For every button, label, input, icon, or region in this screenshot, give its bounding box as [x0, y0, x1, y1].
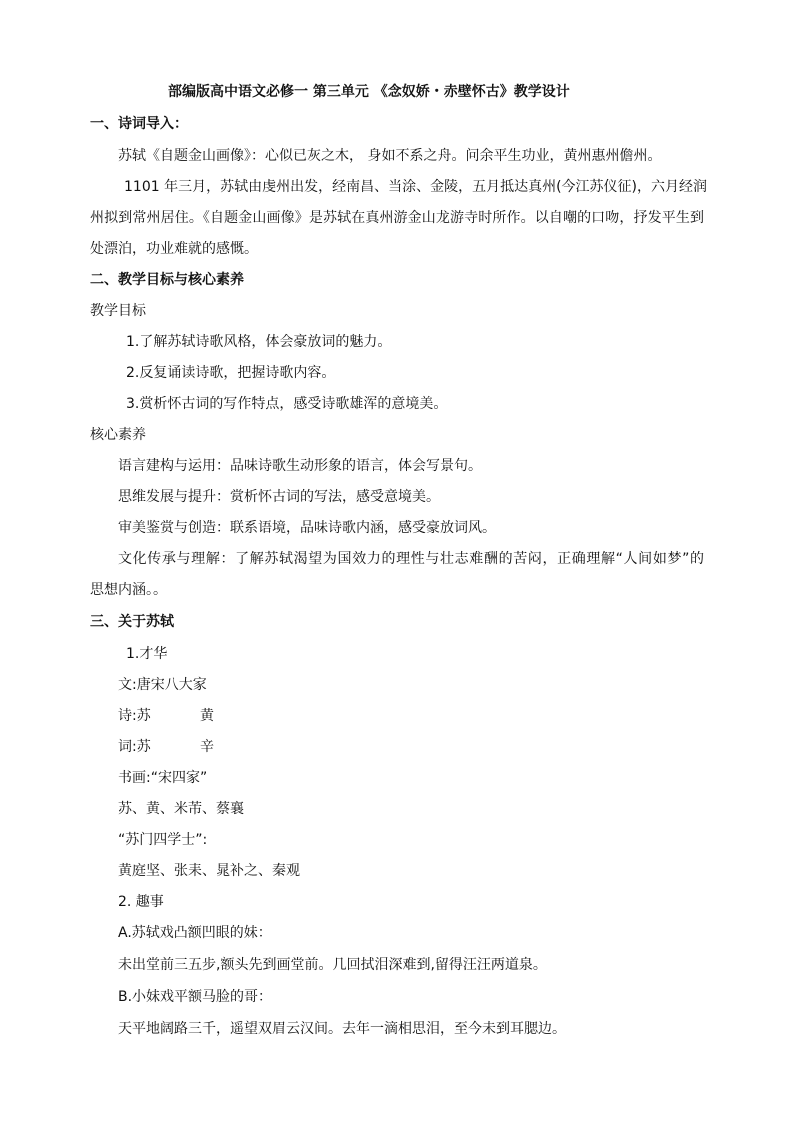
- four-masters-line: 苏、黄、米芾、蔡襄: [118, 801, 244, 817]
- talent-label: 1.才华: [126, 646, 168, 662]
- fun-label: 2. 趣事: [118, 894, 164, 910]
- story-b-label: B.小妹戏平额马脸的哥：: [118, 989, 273, 1005]
- shi-partner: 黄: [200, 708, 214, 724]
- literacy-item: 思维发展与提升：赏析怀古词的写法，感受意境美。: [118, 489, 440, 505]
- wen-line: 文:唐宋八大家: [118, 677, 207, 693]
- intro-paragraph-line-1: 1101 年三月，苏轼由虔州出发，经南昌、当涂、金陵，五月抵达真州(今江苏仪征)，六月经润: [124, 179, 708, 195]
- scholars-line: 黄庭坚、张耒、晁补之、秦观: [118, 863, 300, 879]
- shi-label: 诗:苏: [118, 708, 151, 724]
- goal-item: 2.反复诵读诗歌，把握诗歌内容。: [126, 365, 336, 381]
- story-b-text: 天平地阔路三千，遥望双眉云汉间。去年一滴相思泪，至今未到耳腮边。: [118, 1021, 566, 1037]
- intro-paragraph-line-3: 处漂泊，功业难就的感慨。: [90, 241, 258, 257]
- ci-label: 词:苏: [118, 739, 151, 755]
- literacy-item: 审美鉴赏与创造：联系语境，品味诗歌内涵，感受豪放词风。: [118, 520, 496, 536]
- goals-label: 教学目标: [90, 303, 146, 319]
- section-heading-intro: 一、诗词导入：: [90, 116, 188, 132]
- literacy-culture-line-1: 文化传承与理解：了解苏轼渴望为国效力的理性与壮志难酬的苦闷，正确理解“人间如梦”的: [118, 551, 704, 567]
- intro-quote: 苏轼《自题金山画像》：心似已灰之木， 身如不系之舟。问余平生功业，黄州惠州儋州。: [118, 148, 662, 164]
- literacy-culture-line-2: 思想内涵。。: [90, 582, 167, 598]
- story-a-text: 未出堂前三五步,额头先到画堂前。几回拭泪深难到,留得汪汪两道泉。: [118, 957, 547, 973]
- goal-item: 3.赏析怀古词的写作特点，感受诗歌雄浑的意境美。: [126, 396, 448, 412]
- shuhua-line: 书画:“宋四家”: [118, 770, 208, 786]
- scholars-label: “苏门四学士”:: [118, 832, 208, 848]
- intro-paragraph-line-2: 州拟到常州居住。《自题金山画像》是苏轼在真州游金山龙游寺时所作。以自嘲的口吻，抒发平生到: [90, 210, 704, 226]
- story-a-label: A.苏轼戏凸额凹眼的妹：: [118, 925, 272, 941]
- ci-partner: 辛: [200, 739, 214, 755]
- goal-item: 1.了解苏轼诗歌风格，体会豪放词的魅力。: [126, 334, 392, 350]
- document-title: 部编版高中语文必修一 第三单元 《念奴娇・赤壁怀古》教学设计: [168, 84, 570, 100]
- literacy-item: 语言建构与运用：品味诗歌生动形象的语言，体会写景句。: [118, 458, 482, 474]
- literacy-label: 核心素养: [90, 427, 146, 443]
- section-heading-goals: 二、教学目标与核心素养: [90, 272, 244, 288]
- section-heading-sushi: 三、关于苏轼: [90, 614, 174, 630]
